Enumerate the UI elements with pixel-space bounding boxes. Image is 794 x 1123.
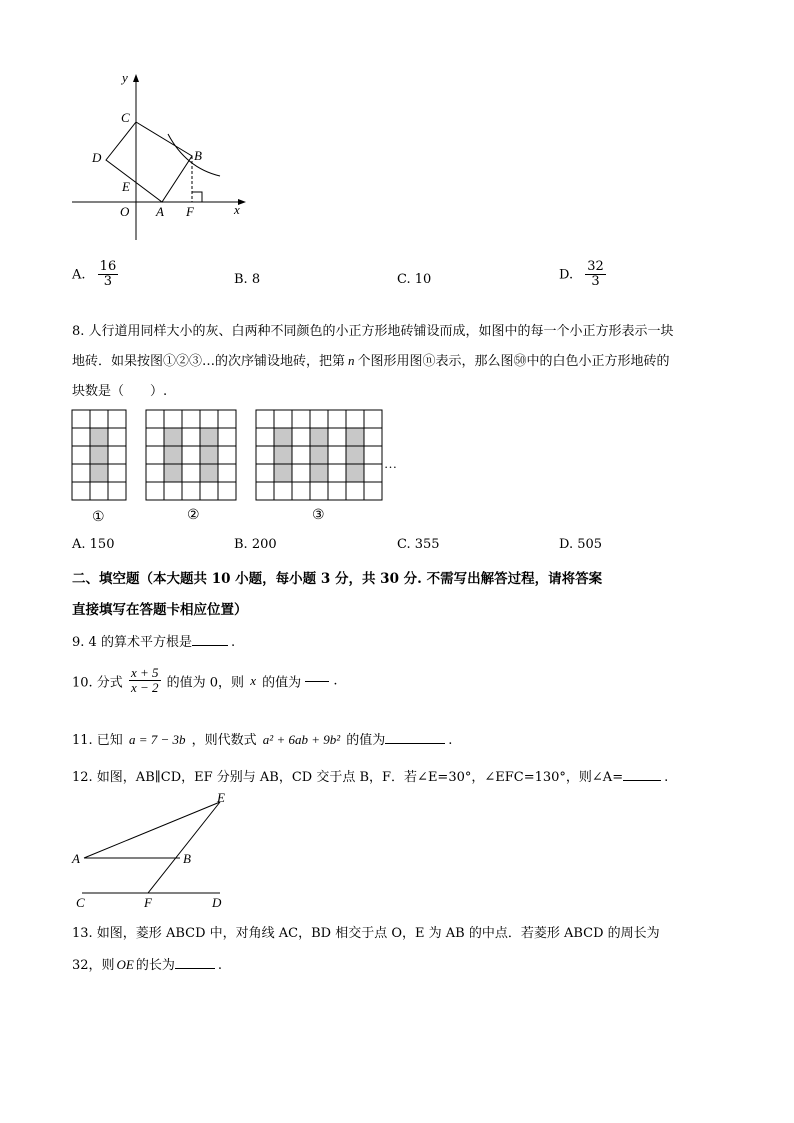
white-tile: [182, 446, 200, 464]
white-tile: [274, 410, 292, 428]
q8-option-d: D. 505: [559, 537, 603, 552]
q10-line: 10. 分式 $\frac{x + 5}{x - 2}$ 的值为 0，则 x 的值为 .: [72, 665, 338, 696]
section-2-heading-line1: 二、填空题（本大题共 10 小题，每小题 3 分，共 30 分. 不需写出解答过程，请将答案: [72, 571, 603, 587]
white-tile: [146, 464, 164, 482]
q12-label-f: F: [144, 895, 152, 910]
gray-tile: [200, 446, 218, 464]
white-tile: [218, 464, 236, 482]
gray-tile: [346, 428, 364, 446]
white-tile: [292, 410, 310, 428]
q7-coordinate-figure: [68, 68, 258, 248]
white-tile: [72, 482, 90, 500]
line-ef: [148, 802, 220, 893]
line-ae: [84, 802, 220, 858]
gray-tile: [274, 428, 292, 446]
label-x: x: [234, 202, 240, 217]
gray-tile: [310, 446, 328, 464]
figure-label-2: ②: [187, 508, 200, 523]
q12-figure: [70, 790, 250, 912]
q12-label-b: B: [183, 851, 191, 866]
white-tile: [256, 446, 274, 464]
white-tile: [218, 446, 236, 464]
white-tile: [310, 410, 328, 428]
q12-label-a: A: [72, 851, 80, 866]
figure-label-1: ①: [92, 510, 105, 525]
white-tile: [364, 428, 382, 446]
gray-tile: [164, 428, 182, 446]
white-tile: [328, 464, 346, 482]
gray-tile: [274, 446, 292, 464]
label-a: A: [156, 204, 164, 219]
right-angle-mark: [192, 192, 202, 202]
white-tile: [108, 482, 126, 500]
q7-option-b: B. 8: [234, 272, 261, 287]
gray-tile: [164, 446, 182, 464]
label-d: D: [92, 150, 102, 165]
q12-line: 12. 如图，AB∥CD，EF 分别与 AB，CD 交于点 B，F．若∠E=30°，∠EFC=130°，则∠A= .: [72, 770, 669, 785]
gray-tile: [346, 464, 364, 482]
label-o: O: [120, 204, 130, 219]
white-tile: [364, 482, 382, 500]
q9-line: 9. 4 的算术平方根是 .: [72, 635, 236, 650]
white-tile: [72, 410, 90, 428]
gray-tile: [164, 464, 182, 482]
white-tile: [146, 446, 164, 464]
white-tile: [346, 482, 364, 500]
q12-label-e: E: [217, 790, 225, 805]
white-tile: [328, 446, 346, 464]
white-tile: [218, 482, 236, 500]
white-tile: [90, 482, 108, 500]
tiles-ellipsis: …: [384, 456, 397, 471]
q10-answer-blank[interactable]: [305, 680, 329, 682]
gray-tile: [90, 428, 108, 446]
white-tile: [256, 428, 274, 446]
q7-option-c: C. 10: [397, 272, 432, 287]
white-tile: [72, 464, 90, 482]
white-tile: [292, 482, 310, 500]
white-tile: [108, 446, 126, 464]
white-tile: [292, 464, 310, 482]
gray-tile: [346, 446, 364, 464]
q12-answer-blank[interactable]: [623, 779, 661, 781]
q13-line1: 13. 如图，菱形 ABCD 中，对角线 AC，BD 相交于点 O，E 为 AB 的中点．若菱形 ABCD 的周长为: [72, 926, 660, 941]
q12-label-d: D: [212, 895, 222, 910]
gray-tile: [200, 464, 218, 482]
white-tile: [328, 482, 346, 500]
white-tile: [256, 464, 274, 482]
white-tile: [164, 410, 182, 428]
q8-line1: 8. 人行道用同样大小的灰、白两种不同颜色的小正方形地砖铺设而成，如图中的每一个小正方形表示一块: [72, 324, 674, 339]
gray-tile: [274, 464, 292, 482]
white-tile: [218, 428, 236, 446]
white-tile: [108, 428, 126, 446]
label-y: y: [122, 70, 128, 85]
gray-tile: [200, 428, 218, 446]
white-tile: [274, 482, 292, 500]
q11-line: 11. 已知 a = 7 − 3b ，则代数式 a² + 6ab + 9b² 的值为 .: [72, 732, 453, 748]
q8-option-c: C. 355: [397, 537, 440, 552]
white-tile: [256, 410, 274, 428]
white-tile: [108, 464, 126, 482]
white-tile: [146, 428, 164, 446]
white-tile: [72, 446, 90, 464]
label-c: C: [121, 110, 130, 125]
white-tile: [182, 482, 200, 500]
label-b: B: [194, 148, 202, 163]
tile-grids: [72, 410, 382, 500]
q13-line2: 32，则 OE 的长为 .: [72, 957, 223, 973]
white-tile: [146, 482, 164, 500]
q7-option-d-fraction: $\frac{32}{3}$: [587, 259, 604, 290]
white-tile: [292, 428, 310, 446]
label-e: E: [122, 179, 130, 194]
q8-tile-figures: [70, 408, 400, 528]
label-f: F: [186, 204, 194, 219]
gray-tile: [90, 446, 108, 464]
white-tile: [218, 410, 236, 428]
q8-line2: 地砖．如果按图①②③…的次序铺设地砖，把第 n 个图形用图ⓝ表示，那么图㊿中的白色小正方形地砖的: [72, 353, 670, 369]
q7-option-a: A. $\frac{16}{3}$: [72, 259, 117, 290]
q8-option-a: A. 150: [72, 537, 115, 552]
q11-answer-blank[interactable]: [385, 742, 445, 744]
figure-label-3: ③: [312, 508, 325, 523]
q8-option-b: B. 200: [234, 537, 277, 552]
white-tile: [200, 482, 218, 500]
q7-option-d: D. $\frac{32}{3}$: [559, 259, 604, 290]
white-tile: [364, 446, 382, 464]
q7-option-a-fraction: $\frac{16}{3}$: [99, 259, 117, 290]
y-axis-arrow: [133, 74, 139, 82]
white-tile: [164, 482, 182, 500]
white-tile: [182, 410, 200, 428]
white-tile: [328, 410, 346, 428]
white-tile: [346, 410, 364, 428]
rectangle-abcd: [106, 122, 192, 202]
white-tile: [364, 410, 382, 428]
white-tile: [90, 410, 108, 428]
gray-tile: [90, 464, 108, 482]
q8-line3: 块数是（ ）.: [72, 384, 168, 399]
white-tile: [310, 482, 328, 500]
q12-label-c: C: [76, 895, 85, 910]
q10-fraction: $\frac{x + 5}{x - 2}$: [130, 665, 159, 696]
white-tile: [292, 446, 310, 464]
white-tile: [256, 482, 274, 500]
gray-tile: [310, 428, 328, 446]
white-tile: [108, 410, 126, 428]
white-tile: [182, 428, 200, 446]
q9-answer-blank[interactable]: [192, 644, 228, 646]
white-tile: [200, 410, 218, 428]
white-tile: [328, 428, 346, 446]
white-tile: [146, 410, 164, 428]
section-2-heading-line2: 直接填写在答题卡相应位置）: [72, 602, 248, 618]
white-tile: [72, 428, 90, 446]
q13-answer-blank[interactable]: [175, 967, 215, 969]
gray-tile: [310, 464, 328, 482]
white-tile: [364, 464, 382, 482]
white-tile: [182, 464, 200, 482]
